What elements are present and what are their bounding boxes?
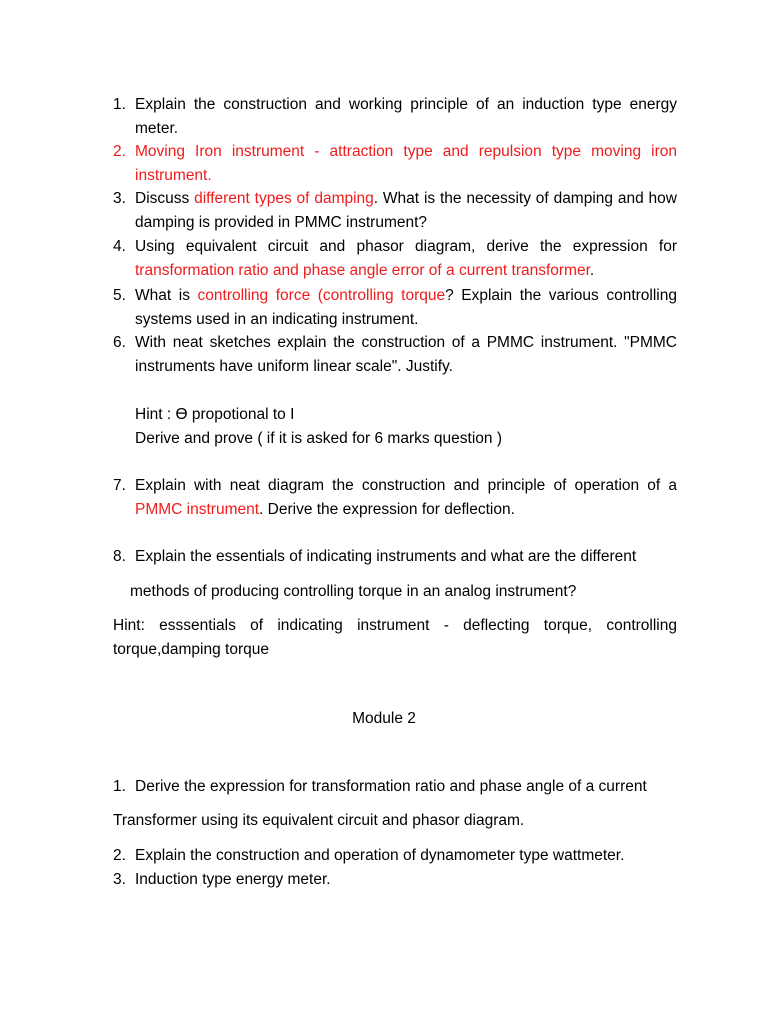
question-number: 2.	[113, 847, 126, 864]
question-5	[113, 284, 677, 331]
question-text: Derive the expression for transformation ratio and phase angle of a current	[135, 778, 647, 795]
hint-text: Derive and prove ( if it is asked for 6 marks question )	[135, 430, 502, 447]
highlighted-text: controlling force (controlling torque	[197, 287, 446, 304]
question-number: 1.	[113, 96, 126, 113]
highlighted-text: PMMC instrument	[135, 500, 260, 518]
question-number: 4.	[113, 238, 126, 255]
question-text: Explain the essentials of indicating instruments and what are the different	[135, 548, 637, 565]
module-heading: Module 2	[352, 710, 416, 727]
question-number: 6.	[113, 334, 126, 351]
question-text: Using equivalent circuit and phasor diagram, derive the expression for transformation ratio and phase angle error of a current transformer.	[135, 238, 677, 279]
question-7	[113, 474, 677, 521]
question-number: 5.	[113, 287, 126, 304]
question-text: Explain with neat diagram the construction and principle of operation of a PMMC instrument. Derive the expression for deflection.	[135, 477, 677, 518]
question-text-continued: Transformer using its equivalent circuit and phasor diagram.	[113, 812, 525, 829]
question-1	[113, 93, 677, 140]
question-number: 1.	[113, 778, 126, 795]
question-text: Explain the construction and operation of dynamometer type wattmeter.	[135, 847, 625, 864]
question-4	[113, 235, 677, 282]
question-number: 7.	[113, 477, 126, 494]
question-text: Induction type energy meter.	[135, 871, 331, 888]
question-3	[113, 187, 677, 234]
module2-question-1	[113, 775, 677, 799]
hint-text: Hint: esssentials of indicating instrument - deflecting torque, controlling torque,damping torque	[113, 617, 677, 658]
question-number: 8.	[113, 548, 126, 565]
highlighted-text: transformation ratio and phase angle error of a current transformer	[135, 261, 590, 279]
hint-paragraph	[113, 614, 677, 661]
highlighted-text: different types of damping	[194, 190, 374, 207]
question-2	[113, 140, 677, 187]
question-number: 2.	[113, 143, 126, 160]
question-number: 3.	[113, 190, 126, 207]
question-text-continued: methods of producing controlling torque in an analog instrument?	[130, 583, 577, 600]
question-text: Discuss different types of damping. What is the necessity of damping and how damping is provided in PMMC instrument?	[135, 190, 677, 231]
hint-text: Hint : ϴ propotional to I	[135, 406, 295, 423]
question-text: Explain the construction and working principle of an induction type energy meter.	[135, 96, 677, 137]
question-text: With neat sketches explain the construction of a PMMC instrument. "PMMC instruments have uniform linear scale". Justify.	[135, 334, 677, 375]
question-number: 3.	[113, 871, 126, 888]
module2-question-2	[113, 844, 677, 868]
question-6	[113, 331, 677, 378]
question-8	[113, 545, 677, 569]
question-text: Moving Iron instrument - attraction type and repulsion type moving iron instrument.	[135, 143, 677, 184]
question-text: What is controlling force (controlling torque? Explain the various controlling systems used in an indicating instrument.	[135, 287, 677, 328]
module2-question-3	[113, 868, 677, 892]
